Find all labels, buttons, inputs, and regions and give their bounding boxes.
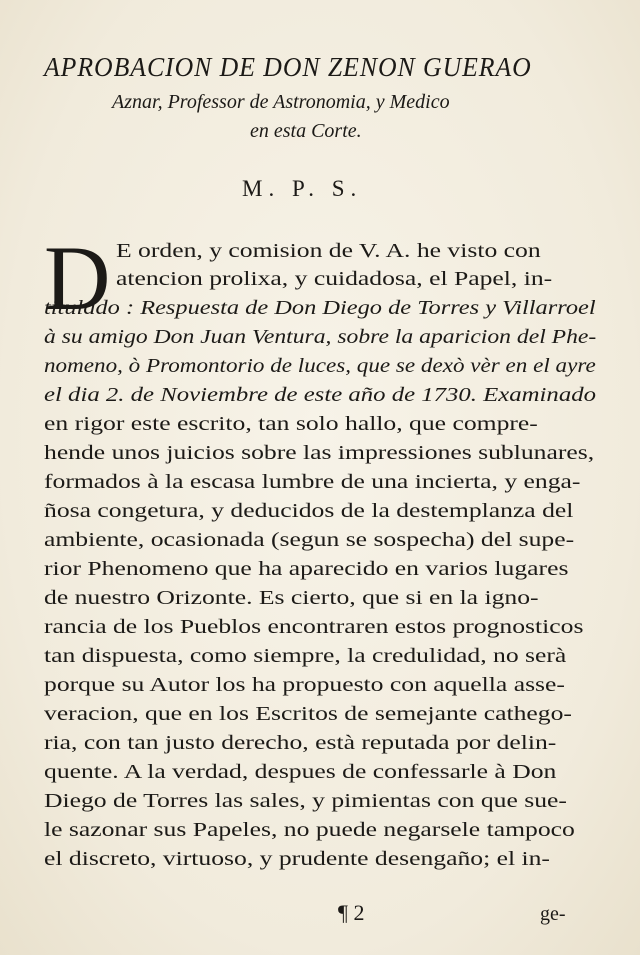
body-line: nomeno, ò Promontorio de luces, que se dexò vèr en el ayre <box>44 355 596 377</box>
approbation-heading: APROBACION DE DON ZENON GUERAO <box>44 52 532 82</box>
body-line: formados à la escasa lumbre de una incierta, y enga- <box>44 471 581 493</box>
body-line: tan dispuesta, como siempre, la credulidad, no serà <box>44 645 567 667</box>
drop-cap: D <box>44 227 111 329</box>
heading-subtitle-line2: en esta Corte. <box>250 120 362 142</box>
body-line: hende unos juicios sobre las impressiones sublunares, <box>44 442 595 464</box>
catchword: ge- <box>540 903 566 925</box>
body-line: à su amigo Don Juan Ventura, sobre la aparicion del Phe- <box>44 326 597 348</box>
signature-mark: ¶ 2 <box>338 900 365 925</box>
body-line: atencion prolixa, y cuidadosa, el Papel, in- <box>116 268 553 290</box>
body-line: de nuestro Orizonte. Es cierto, que si en la igno- <box>44 587 539 609</box>
body-line: le sazonar sus Papeles, no puede negarsele tampoco <box>44 819 575 841</box>
body-line: ñosa congetura, y deducidos de la destemplanza del <box>44 500 574 522</box>
body-line: ria, con tan justo derecho, està reputada por delin- <box>44 732 557 754</box>
body-line: rancia de los Pueblos encontraren estos prognosticos <box>44 616 584 638</box>
salutation: M. P. S. <box>242 176 363 201</box>
body-line: Diego de Torres las sales, y pimientas con que sue- <box>44 790 567 812</box>
heading-subtitle-line1: Aznar, Professor de Astronomia, y Medico <box>112 91 450 113</box>
body-line: el dia 2. de Noviembre de este año de 1730. Examinado <box>44 384 596 406</box>
body-line: porque su Autor los ha propuesto con aquella asse- <box>44 674 565 696</box>
body-line: titulado : Respuesta de Don Diego de Torres y Villarroel <box>44 297 596 319</box>
body-line: en rigor este escrito, tan solo hallo, que compre- <box>44 413 538 435</box>
body-line: el discreto, virtuoso, y prudente desengaño; el in- <box>44 848 550 870</box>
body-line: E orden, y comision de V. A. he visto con <box>116 240 541 262</box>
body-line: rior Phenomeno que ha aparecido en varios lugares <box>44 558 569 580</box>
body-line: veracion, que en los Escritos de semejante cathego- <box>44 703 572 725</box>
body-line: ambiente, ocasionada (segun se sospecha) del supe- <box>44 529 575 551</box>
body-line: quente. A la verdad, despues de confessarle à Don <box>44 761 557 783</box>
